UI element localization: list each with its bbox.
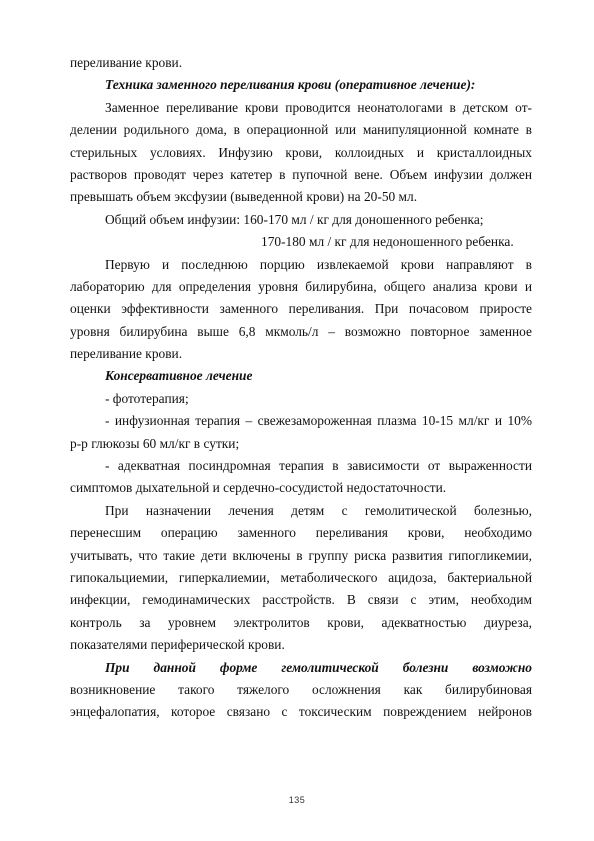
- text-line: Заменное переливание крови проводится неонатологами в детском от-: [105, 99, 532, 115]
- text-line: 170-180 мл / кг для недоношенного ребенка.: [261, 234, 514, 250]
- text-line: стерильных условиях. Инфузию крови, коллоидных и кристаллоидных: [70, 144, 532, 160]
- page-body: [70, 52, 532, 724]
- text-line: лабораторию для определения уровня билирубина, общего анализа крови и: [70, 278, 532, 294]
- text-line: - фототерапия;: [105, 390, 189, 406]
- text-line: - адекватная посиндромная терапия в зависимости от выраженности: [105, 458, 532, 474]
- text-line: При назначении лечения детям с гемолитической болезнью,: [105, 502, 532, 518]
- text-line: Техника заменного переливания крови (оперативное лечение):: [105, 77, 476, 93]
- text-line: р-р глюкозы 60 мл/кг в сутки;: [70, 435, 240, 451]
- text-line: инфекции, гемодинамических расстройств. В связи с этим, необходим: [70, 592, 532, 608]
- text-line: При данной форме гемолитической болезни возможно: [105, 659, 532, 675]
- text-line: оценки эффективности заменного переливания. При почасовом приросте: [70, 301, 532, 317]
- text-line: превышать объем эксфузии (выведенной крови) на 20-50 мл.: [70, 189, 418, 205]
- text-line: Консервативное лечение: [105, 368, 253, 384]
- page-number: 135: [288, 795, 306, 805]
- text-line: симптомов дыхательной и сердечно-сосудистой недостаточности.: [70, 480, 447, 496]
- text-line: гипокальциемии, гиперкалиемии, метаболического ацидоза, бактериальной: [70, 569, 532, 585]
- text-line: показателями периферической крови.: [70, 637, 285, 653]
- text-line: учитывать, что такие дети включены в группу риска развития гипогликемии,: [70, 547, 532, 563]
- text-line: переливание крови.: [70, 55, 183, 70]
- text-line: уровня билирубина выше 6,8 мкмоль/л – возможно повторное заменное: [70, 323, 532, 339]
- text-line: контроль за уровнем электролитов крови, адекватностью диуреза,: [70, 614, 532, 630]
- text-line: перенесшим операцию заменного переливания крови, необходимо: [70, 525, 532, 541]
- text-line: переливание крови.: [70, 346, 183, 362]
- text-line: растворов проводят через катетер в пупочной вене. Объем инфузии должен: [70, 166, 532, 182]
- text-line: энцефалопатия, которое связано с токсическим повреждением нейронов: [70, 704, 532, 720]
- text-line: возникновение такого тяжелого осложнения как билирубиновая: [70, 681, 532, 697]
- text-line: делении родильного дома, в операционной или манипуляционной комнате в: [70, 122, 532, 138]
- text-line: Общий объем инфузии: 160-170 мл / кг для доношенного ребенка;: [105, 211, 484, 227]
- text-line: Первую и последнюю порцию извлекаемой крови направляют в: [105, 256, 532, 272]
- text-line: - инфузионная терапия – свежезамороженная плазма 10-15 мл/кг и 10%: [105, 413, 532, 429]
